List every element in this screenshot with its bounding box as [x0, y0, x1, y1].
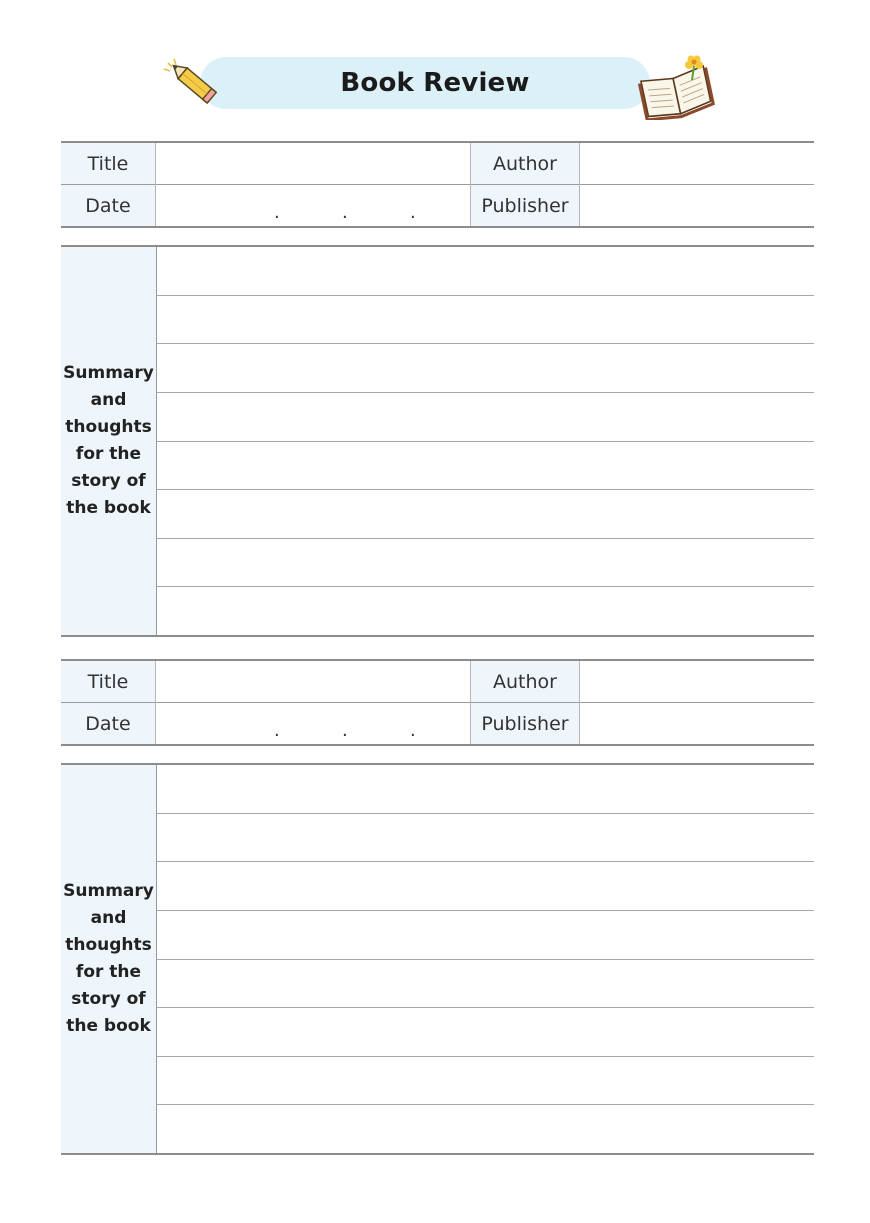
date-label: Date: [61, 703, 156, 746]
writing-line[interactable]: [157, 344, 814, 393]
writing-line[interactable]: [157, 247, 814, 296]
open-book-icon: [638, 52, 716, 120]
writing-line[interactable]: [157, 960, 814, 1009]
review-writing-area[interactable]: [157, 765, 814, 1153]
writing-line[interactable]: [157, 587, 814, 635]
date-separator: .: [274, 202, 280, 223]
author-label: Author: [471, 142, 580, 185]
review-box-2: [61, 763, 814, 1155]
author-field[interactable]: [580, 660, 815, 703]
writing-line[interactable]: [157, 814, 814, 863]
pencil-icon: [160, 55, 230, 115]
writing-line[interactable]: [157, 490, 814, 539]
date-separator: .: [274, 720, 280, 741]
date-separator: .: [342, 720, 348, 741]
publisher-field[interactable]: [580, 185, 815, 228]
publisher-field[interactable]: [580, 703, 815, 746]
writing-line[interactable]: [157, 765, 814, 814]
writing-line[interactable]: [157, 296, 814, 345]
title-label: Title: [61, 142, 156, 185]
writing-line[interactable]: [157, 442, 814, 491]
date-separator: .: [410, 720, 416, 741]
book-info-table-1: [61, 141, 814, 228]
writing-line[interactable]: [157, 1105, 814, 1153]
writing-line[interactable]: [157, 539, 814, 588]
publisher-label: Publisher: [471, 703, 580, 746]
writing-line[interactable]: [157, 1057, 814, 1106]
date-separator: .: [410, 202, 416, 223]
date-separator: .: [342, 202, 348, 223]
date-field[interactable]: [156, 703, 471, 746]
review-label: Summary and thoughts for the story of the book: [61, 765, 157, 1153]
title-field[interactable]: [156, 142, 471, 185]
title-field[interactable]: [156, 660, 471, 703]
author-field[interactable]: [580, 142, 815, 185]
publisher-label: Publisher: [471, 185, 580, 228]
date-field[interactable]: [156, 185, 471, 228]
writing-line[interactable]: [157, 1008, 814, 1057]
page-title: Book Review: [340, 68, 530, 98]
writing-line[interactable]: [157, 393, 814, 442]
review-label: Summary and thoughts for the story of the book: [61, 247, 157, 635]
writing-line[interactable]: [157, 911, 814, 960]
book-info-table-2: [61, 659, 814, 746]
review-box-1: [61, 245, 814, 637]
writing-line[interactable]: [157, 862, 814, 911]
title-label: Title: [61, 660, 156, 703]
date-label: Date: [61, 185, 156, 228]
author-label: Author: [471, 660, 580, 703]
review-writing-area[interactable]: [157, 247, 814, 635]
